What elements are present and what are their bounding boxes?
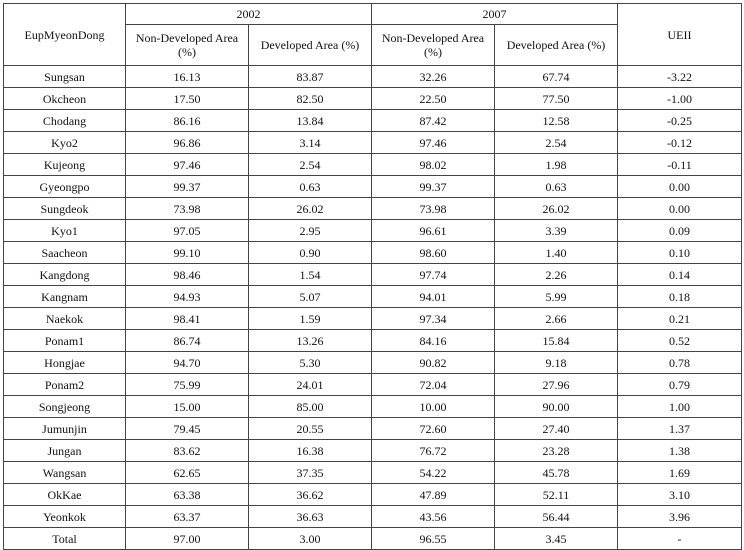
header-developed-2002: Developed Area (%) [249, 25, 372, 66]
cell-developed-2007: 9.18 [495, 352, 618, 374]
cell-developed-2007: 67.74 [495, 66, 618, 88]
cell-place: Saacheon [4, 242, 126, 264]
cell-non-developed-2002: 63.38 [126, 484, 249, 506]
cell-developed-2002: 3.14 [249, 132, 372, 154]
cell-non-developed-2002: 99.10 [126, 242, 249, 264]
cell-non-developed-2002: 75.99 [126, 374, 249, 396]
table-row [4, 396, 742, 418]
cell-non-developed-2002: 97.46 [126, 154, 249, 176]
cell-developed-2007: 3.39 [495, 220, 618, 242]
cell-non-developed-2002: 94.70 [126, 352, 249, 374]
cell-non-developed-2007: 98.02 [372, 154, 495, 176]
table-row [4, 220, 742, 242]
cell-developed-2002: 13.84 [249, 110, 372, 132]
table-row [4, 198, 742, 220]
table-row [4, 176, 742, 198]
cell-place: OkKae [4, 484, 126, 506]
cell-developed-2007: 27.96 [495, 374, 618, 396]
header-year-2002: 2002 [126, 4, 372, 25]
table-row [4, 110, 742, 132]
cell-developed-2007: 2.26 [495, 264, 618, 286]
cell-non-developed-2007: 96.61 [372, 220, 495, 242]
table-row [4, 242, 742, 264]
table-row [4, 528, 742, 550]
land-use-table [3, 3, 742, 550]
cell-non-developed-2002: 96.86 [126, 132, 249, 154]
cell-developed-2002: 36.63 [249, 506, 372, 528]
cell-developed-2002: 85.00 [249, 396, 372, 418]
cell-ueii: 1.00 [618, 396, 742, 418]
cell-place: Sungsan [4, 66, 126, 88]
cell-place: Songjeong [4, 396, 126, 418]
cell-non-developed-2007: 99.37 [372, 176, 495, 198]
table-row [4, 154, 742, 176]
cell-ueii: 3.10 [618, 484, 742, 506]
cell-developed-2002: 0.90 [249, 242, 372, 264]
cell-developed-2007: 3.45 [495, 528, 618, 550]
table-row [4, 66, 742, 88]
cell-place: Jungan [4, 440, 126, 462]
table-row [4, 132, 742, 154]
cell-non-developed-2007: 47.89 [372, 484, 495, 506]
table-row [4, 352, 742, 374]
table-row [4, 264, 742, 286]
cell-developed-2002: 5.07 [249, 286, 372, 308]
cell-ueii: 0.78 [618, 352, 742, 374]
cell-place: Kangdong [4, 264, 126, 286]
cell-non-developed-2007: 54.22 [372, 462, 495, 484]
cell-non-developed-2002: 16.13 [126, 66, 249, 88]
cell-place: Jumunjin [4, 418, 126, 440]
cell-developed-2007: 52.11 [495, 484, 618, 506]
cell-non-developed-2007: 10.00 [372, 396, 495, 418]
table-row [4, 418, 742, 440]
header-non-developed-2002: Non-Developed Area (%) [126, 25, 249, 66]
cell-non-developed-2002: 17.50 [126, 88, 249, 110]
table-row [4, 88, 742, 110]
cell-developed-2002: 13.26 [249, 330, 372, 352]
cell-developed-2007: 23.28 [495, 440, 618, 462]
cell-developed-2002: 20.55 [249, 418, 372, 440]
cell-ueii: 1.38 [618, 440, 742, 462]
cell-developed-2007: 0.63 [495, 176, 618, 198]
cell-ueii: -3.22 [618, 66, 742, 88]
cell-ueii: 1.69 [618, 462, 742, 484]
cell-place: Kyo1 [4, 220, 126, 242]
cell-place: Sungdeok [4, 198, 126, 220]
cell-developed-2002: 5.30 [249, 352, 372, 374]
cell-place: Naekok [4, 308, 126, 330]
cell-ueii: 0.52 [618, 330, 742, 352]
cell-developed-2007: 56.44 [495, 506, 618, 528]
cell-developed-2007: 2.54 [495, 132, 618, 154]
cell-developed-2002: 24.01 [249, 374, 372, 396]
cell-non-developed-2002: 83.62 [126, 440, 249, 462]
header-year-2007: 2007 [372, 4, 618, 25]
cell-place: Yeonkok [4, 506, 126, 528]
cell-developed-2007: 12.58 [495, 110, 618, 132]
cell-developed-2007: 26.02 [495, 198, 618, 220]
cell-developed-2002: 1.54 [249, 264, 372, 286]
header-developed-2007: Developed Area (%) [495, 25, 618, 66]
cell-non-developed-2007: 87.42 [372, 110, 495, 132]
cell-non-developed-2002: 94.93 [126, 286, 249, 308]
cell-place: Kujeong [4, 154, 126, 176]
cell-developed-2007: 27.40 [495, 418, 618, 440]
cell-non-developed-2007: 97.34 [372, 308, 495, 330]
cell-place: Gyeongpo [4, 176, 126, 198]
cell-developed-2007: 77.50 [495, 88, 618, 110]
cell-developed-2007: 5.99 [495, 286, 618, 308]
cell-ueii: - [618, 528, 742, 550]
cell-developed-2002: 26.02 [249, 198, 372, 220]
cell-non-developed-2002: 98.46 [126, 264, 249, 286]
cell-ueii: 0.00 [618, 198, 742, 220]
cell-non-developed-2002: 15.00 [126, 396, 249, 418]
table-row [4, 374, 742, 396]
table-row [4, 440, 742, 462]
cell-non-developed-2002: 63.37 [126, 506, 249, 528]
cell-non-developed-2007: 98.60 [372, 242, 495, 264]
cell-ueii: 1.37 [618, 418, 742, 440]
cell-ueii: 3.96 [618, 506, 742, 528]
cell-non-developed-2002: 99.37 [126, 176, 249, 198]
cell-developed-2007: 1.40 [495, 242, 618, 264]
cell-developed-2007: 90.00 [495, 396, 618, 418]
cell-non-developed-2007: 90.82 [372, 352, 495, 374]
cell-non-developed-2007: 43.56 [372, 506, 495, 528]
cell-non-developed-2007: 84.16 [372, 330, 495, 352]
table-row [4, 330, 742, 352]
cell-developed-2002: 3.00 [249, 528, 372, 550]
cell-place: Kangnam [4, 286, 126, 308]
cell-developed-2002: 2.95 [249, 220, 372, 242]
cell-place: Total [4, 528, 126, 550]
table-row [4, 506, 742, 528]
table-body [4, 66, 742, 550]
cell-developed-2002: 82.50 [249, 88, 372, 110]
cell-developed-2002: 83.87 [249, 66, 372, 88]
cell-place: Okcheon [4, 88, 126, 110]
cell-developed-2007: 2.66 [495, 308, 618, 330]
table-row [4, 286, 742, 308]
cell-non-developed-2007: 94.01 [372, 286, 495, 308]
cell-ueii: -1.00 [618, 88, 742, 110]
cell-non-developed-2007: 22.50 [372, 88, 495, 110]
cell-ueii: 0.10 [618, 242, 742, 264]
cell-ueii: -0.12 [618, 132, 742, 154]
cell-place: Ponam2 [4, 374, 126, 396]
cell-non-developed-2007: 73.98 [372, 198, 495, 220]
cell-place: Wangsan [4, 462, 126, 484]
table-row [4, 308, 742, 330]
cell-non-developed-2002: 73.98 [126, 198, 249, 220]
cell-place: Kyo2 [4, 132, 126, 154]
cell-ueii: -0.11 [618, 154, 742, 176]
cell-non-developed-2002: 79.45 [126, 418, 249, 440]
cell-non-developed-2002: 86.16 [126, 110, 249, 132]
cell-place: Chodang [4, 110, 126, 132]
cell-non-developed-2007: 97.74 [372, 264, 495, 286]
cell-ueii: -0.25 [618, 110, 742, 132]
cell-non-developed-2002: 97.00 [126, 528, 249, 550]
cell-developed-2007: 1.98 [495, 154, 618, 176]
cell-developed-2002: 37.35 [249, 462, 372, 484]
header-non-developed-2007: Non-Developed Area (%) [372, 25, 495, 66]
cell-developed-2002: 1.59 [249, 308, 372, 330]
cell-non-developed-2007: 97.46 [372, 132, 495, 154]
cell-developed-2002: 36.62 [249, 484, 372, 506]
cell-developed-2002: 16.38 [249, 440, 372, 462]
cell-non-developed-2002: 86.74 [126, 330, 249, 352]
cell-place: Hongjae [4, 352, 126, 374]
cell-non-developed-2002: 98.41 [126, 308, 249, 330]
cell-non-developed-2002: 97.05 [126, 220, 249, 242]
table-row [4, 462, 742, 484]
cell-non-developed-2007: 72.60 [372, 418, 495, 440]
cell-non-developed-2007: 32.26 [372, 66, 495, 88]
cell-non-developed-2007: 96.55 [372, 528, 495, 550]
header-place: EupMyeonDong [4, 4, 126, 66]
cell-ueii: 0.18 [618, 286, 742, 308]
cell-ueii: 0.00 [618, 176, 742, 198]
header-ueii: UEII [618, 4, 742, 66]
cell-ueii: 0.21 [618, 308, 742, 330]
cell-developed-2002: 0.63 [249, 176, 372, 198]
cell-ueii: 0.14 [618, 264, 742, 286]
cell-non-developed-2007: 72.04 [372, 374, 495, 396]
cell-place: Ponam1 [4, 330, 126, 352]
cell-ueii: 0.79 [618, 374, 742, 396]
cell-developed-2007: 45.78 [495, 462, 618, 484]
cell-developed-2002: 2.54 [249, 154, 372, 176]
cell-developed-2007: 15.84 [495, 330, 618, 352]
cell-non-developed-2007: 76.72 [372, 440, 495, 462]
cell-non-developed-2002: 62.65 [126, 462, 249, 484]
table-row [4, 484, 742, 506]
cell-ueii: 0.09 [618, 220, 742, 242]
